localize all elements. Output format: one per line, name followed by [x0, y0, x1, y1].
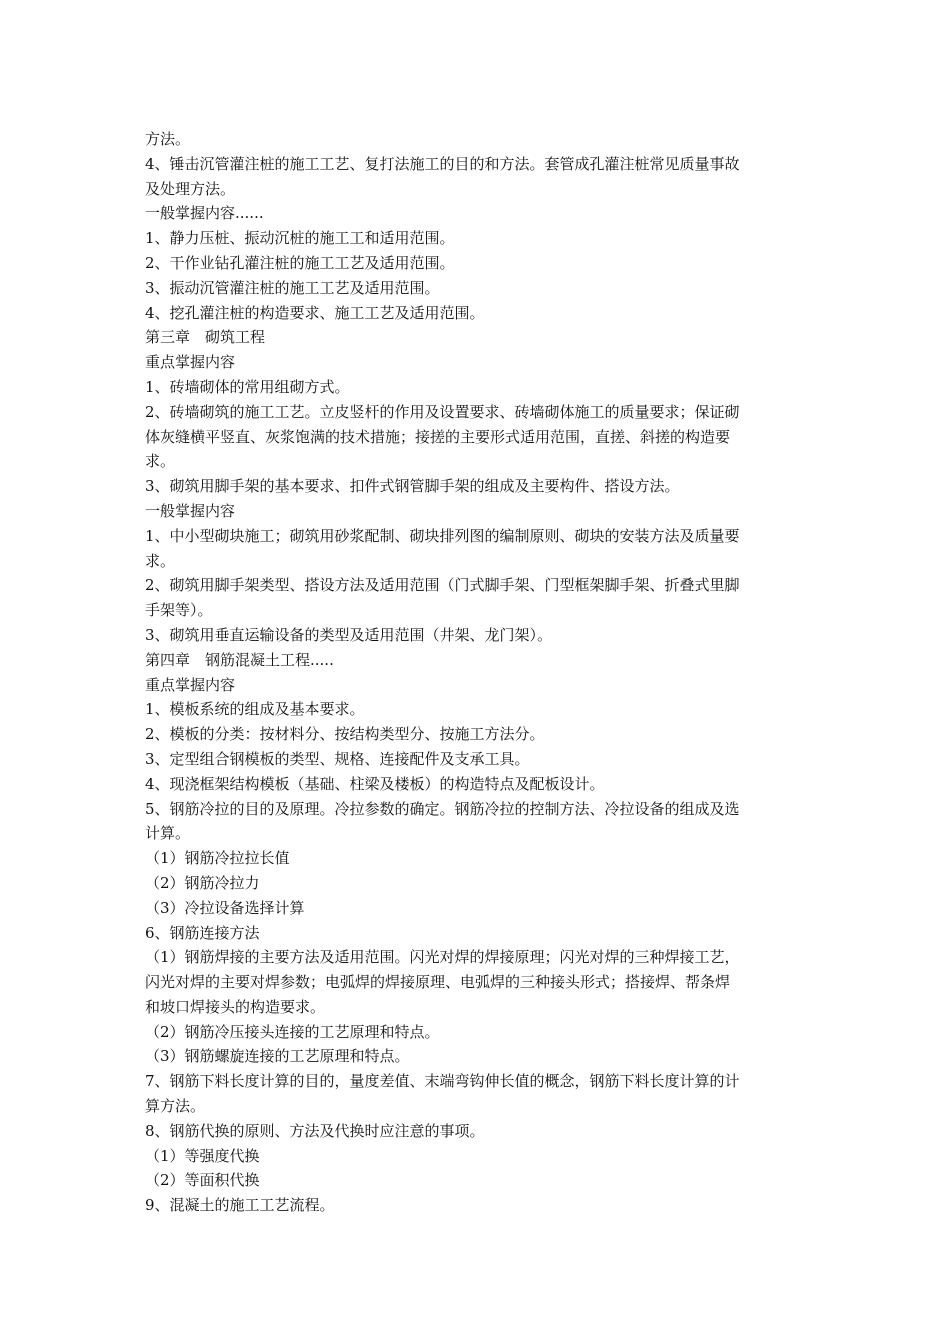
text-line: 4、现浇框架结构模板（基础、柱梁及楼板）的构造特点及配板设计。	[145, 774, 605, 793]
section-subheading: 重点掌握内容	[145, 675, 236, 694]
text-line: 1、中小型砌块施工；砌筑用砂浆配制、砌块排列图的编制原则、砌块的安装方法及质量要	[145, 526, 740, 545]
text-line: 体灰缝横平竖直、灰浆饱满的技术措施；接搓的主要形式适用范围，直搓、斜搓的构造要	[145, 427, 731, 446]
text-line: 3、砌筑用垂直运输设备的类型及适用范围（井架、龙门架）。	[145, 625, 553, 644]
chapter-heading: 第三章 砌筑工程	[145, 328, 266, 347]
text-line: 4、挖孔灌注桩的构造要求、施工工艺及适用范围。	[145, 303, 485, 322]
text-line: 2、干作业钻孔灌注桩的施工工艺及适用范围。	[145, 253, 455, 272]
text-line: （3）冷拉设备选择计算	[145, 898, 305, 917]
text-line: （1）钢筋冷拉拉长值	[145, 849, 290, 868]
text-line: 闪光对焊的主要对焊参数；电弧焊的焊接原理、电弧焊的三种接头形式；搭接焊、帮条焊	[145, 973, 731, 992]
text-line: 计算。	[145, 824, 191, 843]
text-line: 3、砌筑用脚手架的基本要求、扣件式钢管脚手架的组成及主要构件、搭设方法。	[145, 477, 680, 496]
text-line: 6、钢筋连接方法	[145, 923, 260, 942]
text-line: 2、砖墙砌筑的施工工艺。立皮竖杆的作用及设置要求、砖墙砌体施工的质量要求；保证砌	[145, 402, 740, 421]
text-line: 1、模板系统的组成及基本要求。	[145, 700, 365, 719]
text-line: 5、钢筋冷拉的目的及原理。冷拉参数的确定。钢筋冷拉的控制方法、冷拉设备的组成及选	[145, 799, 740, 818]
text-line: 3、定型组合钢模板的类型、规格、连接配件及支承工具。	[145, 749, 530, 768]
text-line: 4、锤击沉管灌注桩的施工工艺、复打法施工的目的和方法。套管成孔灌注桩常见质量事故	[145, 154, 740, 173]
text-line: （1）等强度代换	[145, 1146, 260, 1165]
text-line: （2）等面积代换	[145, 1171, 260, 1190]
document-body	[145, 127, 807, 1218]
text-line: （3）钢筋螺旋连接的工艺原理和特点。	[145, 1047, 410, 1066]
text-line: 2、模板的分类：按材料分、按结构类型分、按施工方法分。	[145, 725, 545, 744]
text-line: 算方法。	[145, 1097, 206, 1116]
text-line: 1、砖墙砌体的常用组砌方式。	[145, 377, 350, 396]
text-line: 3、振动沉管灌注桩的施工工艺及适用范围。	[145, 278, 440, 297]
text-line: 手架等）。	[145, 601, 213, 620]
text-line: 和坡口焊接头的构造要求。	[145, 997, 326, 1016]
section-subheading: 一般掌握内容	[145, 501, 236, 520]
text-line: 1、静力压桩、振动沉桩的施工工和适用范围。	[145, 229, 455, 248]
text-line: 求。	[145, 452, 176, 471]
text-line: （2）钢筋冷拉力	[145, 873, 260, 892]
text-line: （2）钢筋冷压接头连接的工艺原理和特点。	[145, 1022, 440, 1041]
chapter-heading: 第四章 钢筋混凝土工程.....	[145, 650, 334, 669]
section-subheading: 重点掌握内容	[145, 353, 236, 372]
text-line: 2、砌筑用脚手架类型、搭设方法及适用范围（门式脚手架、门型框架脚手架、折叠式里脚	[145, 576, 740, 595]
section-subheading: 一般掌握内容......	[145, 204, 264, 223]
text-line: 方法。	[145, 130, 191, 148]
text-line: 8、钢筋代换的原则、方法及代换时应注意的事项。	[145, 1121, 485, 1140]
text-line: 求。	[145, 551, 176, 570]
text-line: 7、钢筋下料长度计算的目的，量度差值、末端弯钩伸长值的概念，钢筋下料长度计算的计	[145, 1072, 740, 1091]
text-line: 9、混凝土的施工工艺流程。	[145, 1196, 335, 1215]
text-line: 及处理方法。	[145, 179, 236, 198]
text-line: （1）钢筋焊接的主要方法及适用范围。闪光对焊的焊接原理；闪光对焊的三种焊接工艺，	[145, 948, 740, 967]
